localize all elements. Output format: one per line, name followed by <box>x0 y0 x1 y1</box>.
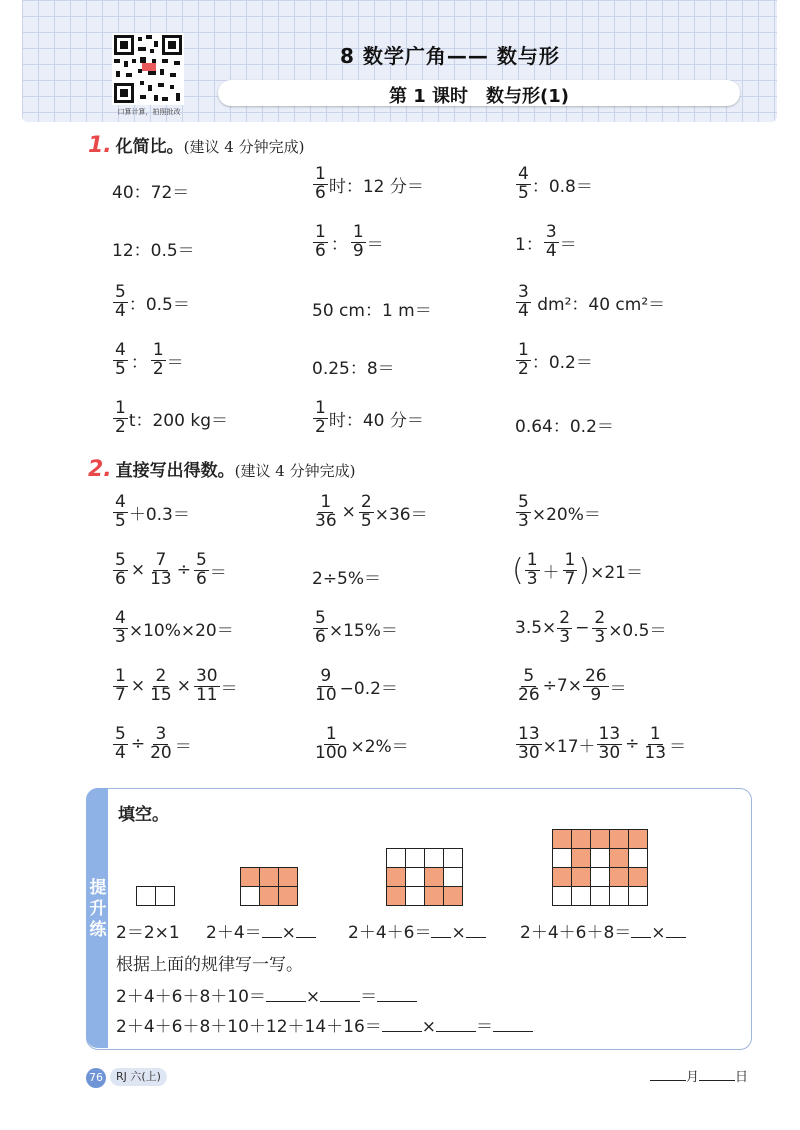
equation-1: 2＝2×1 <box>116 923 180 943</box>
fraction <box>113 610 128 647</box>
expression-text: t：200 kg＝ <box>128 410 228 431</box>
operator: × <box>281 923 296 943</box>
question-1-heading <box>88 132 304 158</box>
expression-text: ：0.5＝ <box>128 294 190 315</box>
question-number: 2. <box>88 457 112 482</box>
denominator: 5 <box>360 510 372 531</box>
grid-1x2 <box>136 886 175 906</box>
problem <box>312 296 432 321</box>
equation-text: 2＋4＋6＋8＝ <box>520 923 632 943</box>
denominator: 4 <box>545 240 557 261</box>
expression-text: 0.25：8＝ <box>312 359 395 379</box>
numerator: 1 <box>320 492 332 512</box>
fraction <box>351 224 366 261</box>
numerator: 1 <box>564 550 576 570</box>
operator: × <box>651 923 666 943</box>
numerator: 1 <box>315 164 326 184</box>
right-paren: ) <box>578 552 591 588</box>
answer-blank[interactable] <box>631 923 651 938</box>
numerator: 5 <box>523 666 535 686</box>
operator: ： <box>330 234 348 255</box>
denominator: 7 <box>564 568 576 589</box>
expression-text: −0.2＝ <box>339 678 398 699</box>
numerator: 4 <box>115 340 126 360</box>
operator: × <box>305 987 321 1007</box>
fraction <box>516 668 542 705</box>
problem <box>112 668 238 705</box>
operator: − <box>575 618 590 639</box>
question-2-heading <box>88 456 355 482</box>
fraction <box>113 668 128 705</box>
fraction <box>194 668 220 705</box>
fraction <box>194 552 209 589</box>
numerator: 1 <box>315 222 326 242</box>
numerator: 1 <box>649 724 661 744</box>
qr-caption: 口算计算，拍照批改 <box>117 108 181 116</box>
denominator: 2 <box>152 358 164 379</box>
fraction <box>113 726 128 763</box>
problem <box>312 668 398 705</box>
expression-text: ×17＋ <box>542 736 596 757</box>
fraction <box>642 726 668 763</box>
panel-tab-label <box>88 878 108 941</box>
denominator: 5 <box>115 358 126 379</box>
denominator: 6 <box>315 626 326 647</box>
equation-4 <box>520 918 686 943</box>
problem <box>112 610 234 647</box>
fraction <box>113 400 128 437</box>
answer-blank[interactable] <box>262 923 282 938</box>
problem <box>312 354 395 379</box>
fraction <box>592 610 607 647</box>
fraction <box>151 342 166 379</box>
problem <box>112 342 184 379</box>
denominator: 3 <box>526 568 538 589</box>
fraction <box>313 166 328 203</box>
numerator: 26 <box>584 666 607 686</box>
expression-text: 时：12 分＝ <box>328 176 424 197</box>
panel-instruction: 根据上面的规律写一写。 <box>116 955 303 975</box>
denominator: 3 <box>594 626 606 647</box>
denominator: 9 <box>590 684 602 705</box>
denominator: 7 <box>115 684 126 705</box>
numerator: 3 <box>545 222 557 242</box>
expression-text: ：0.2＝ <box>531 352 593 373</box>
numerator: 5 <box>315 608 326 628</box>
answer-blank[interactable] <box>266 987 306 1002</box>
denominator: 11 <box>195 684 218 705</box>
numerator: 1 <box>325 724 337 744</box>
denominator: 6 <box>315 182 326 203</box>
expression-text: ＝ <box>366 234 384 255</box>
fraction <box>557 610 572 647</box>
date-field <box>650 1066 748 1085</box>
problem <box>312 400 424 437</box>
numerator: 13 <box>518 724 540 744</box>
expression-text: ×20%＝ <box>531 504 601 525</box>
fraction <box>148 726 174 763</box>
problem <box>112 494 190 531</box>
denominator: 6 <box>115 568 126 589</box>
numerator: 1 <box>526 550 538 570</box>
denominator: 4 <box>115 742 126 763</box>
numerator: 3 <box>155 724 167 744</box>
expression-text: ×36＝ <box>374 504 428 525</box>
problem <box>312 166 424 203</box>
fraction <box>113 552 128 589</box>
denominator: 2 <box>115 416 126 437</box>
answer-blank[interactable] <box>466 923 486 938</box>
problem <box>112 236 195 261</box>
numerator: 4 <box>115 492 126 512</box>
problem <box>112 178 189 203</box>
day-blank[interactable] <box>699 1066 735 1081</box>
expression-text: ＝ <box>174 736 192 757</box>
denominator: 6 <box>195 568 207 589</box>
numerator: 2 <box>360 492 372 512</box>
denominator: 3 <box>518 510 529 531</box>
question-number: 1. <box>88 133 112 158</box>
numerator: 2 <box>155 666 167 686</box>
grade-label: RJ 六(上) <box>110 1068 167 1086</box>
fraction <box>313 400 328 437</box>
problem <box>312 224 384 261</box>
numerator: 5 <box>115 724 126 744</box>
denominator: 6 <box>315 240 326 261</box>
expression-text: ＝ <box>166 352 184 373</box>
numerator: 5 <box>518 492 529 512</box>
denominator: 4 <box>115 300 126 321</box>
problem <box>312 564 381 589</box>
operator: ÷ <box>130 734 146 755</box>
numerator: 5 <box>115 282 126 302</box>
answer-blank[interactable] <box>493 1017 533 1032</box>
operator: ＝ <box>360 987 378 1007</box>
fraction <box>148 552 174 589</box>
pattern-line-1 <box>116 982 417 1007</box>
numerator: 1 <box>115 666 126 686</box>
denominator: 3 <box>559 626 571 647</box>
denominator: 2 <box>518 358 529 379</box>
problem <box>112 726 192 763</box>
lesson-title: 第 1 课时 数与形(1) <box>388 86 570 107</box>
operator: ： <box>130 352 148 373</box>
operator: ＋ <box>542 562 560 583</box>
month-blank[interactable] <box>650 1066 686 1081</box>
fraction <box>563 552 578 589</box>
numerator: 1 <box>315 398 326 418</box>
expression-text: ×10%×20＝ <box>128 620 234 641</box>
expression-text: 1： <box>515 234 543 255</box>
numerator: 1 <box>352 222 364 242</box>
panel-tab-text: 提升练 <box>89 878 107 940</box>
equation-text: 2＋4＋6＝ <box>348 923 432 943</box>
fraction <box>516 726 542 763</box>
fraction <box>359 494 374 531</box>
numerator: 2 <box>594 608 606 628</box>
denominator: 10 <box>315 684 337 705</box>
denominator: 3 <box>115 626 126 647</box>
equation-2 <box>206 918 316 943</box>
equation-text: 2＋4＋6＋8＋10＝ <box>116 987 266 1007</box>
expression-text: ÷7× <box>542 676 582 697</box>
denominator: 4 <box>518 300 529 321</box>
problem <box>112 552 227 589</box>
denominator: 13 <box>644 742 667 763</box>
expression-text: 2÷5%＝ <box>312 569 382 589</box>
answer-blank[interactable] <box>320 987 360 1002</box>
operator: × <box>341 502 356 523</box>
denominator: 13 <box>150 568 172 589</box>
numerator: 1 <box>518 340 529 360</box>
numerator: 2 <box>559 608 571 628</box>
expression-text: 50 cm：1 m＝ <box>312 301 432 321</box>
operator: × <box>421 1017 437 1037</box>
operator: × <box>176 676 191 697</box>
numerator: 4 <box>518 164 529 184</box>
denominator: 30 <box>518 742 540 763</box>
fraction <box>313 668 339 705</box>
answer-blank[interactable] <box>382 1017 422 1032</box>
grid-3x4 <box>386 848 463 906</box>
problem <box>515 726 686 763</box>
month-label: 月 <box>686 1070 700 1085</box>
problem <box>515 224 577 261</box>
numerator: 4 <box>115 608 126 628</box>
numerator: 13 <box>598 724 621 744</box>
denominator: 15 <box>150 684 172 705</box>
grid-4x5 <box>552 829 648 906</box>
numerator: 5 <box>195 550 207 570</box>
problem <box>515 610 666 647</box>
denominator: 100 <box>315 742 348 763</box>
expression-text: 40：72＝ <box>112 183 190 203</box>
answer-blank[interactable] <box>377 987 417 1002</box>
question-title: 直接写出得数。 <box>115 461 235 481</box>
expression-text: ×15%＝ <box>328 620 398 641</box>
question-hint: (建议 4 分钟完成) <box>234 462 356 480</box>
fraction <box>313 224 328 261</box>
fraction <box>516 284 531 321</box>
qr-code[interactable] <box>112 33 184 105</box>
lesson-bar <box>218 80 740 106</box>
answer-blank[interactable] <box>431 923 451 938</box>
operator: × <box>451 923 466 943</box>
fraction <box>313 610 328 647</box>
expression-text: dm²：40 cm²＝ <box>537 294 666 315</box>
question-title: 化简比。 <box>115 137 184 157</box>
answer-blank[interactable] <box>436 1017 476 1032</box>
fraction <box>544 224 559 261</box>
numerator: 1 <box>115 398 126 418</box>
denominator: 20 <box>150 742 172 763</box>
operator: ＝ <box>476 1017 494 1037</box>
problem <box>112 284 190 321</box>
grid-2x3 <box>240 867 298 906</box>
problem <box>515 284 665 321</box>
fraction <box>516 342 531 379</box>
equation-text: 2＋4＝ <box>206 923 262 943</box>
problem <box>312 494 428 531</box>
fraction <box>313 494 339 531</box>
equation-text: 2＋4＋6＋8＋10＋12＋14＋16＝ <box>116 1017 382 1037</box>
problem <box>515 412 614 437</box>
denominator: 2 <box>315 416 326 437</box>
fraction <box>516 494 531 531</box>
expression-text: 12：0.5＝ <box>112 241 195 261</box>
fraction <box>113 284 128 321</box>
denominator: 26 <box>518 684 540 705</box>
equation-3 <box>348 918 486 943</box>
numerator: 7 <box>155 550 167 570</box>
page-number: 76 <box>86 1068 106 1088</box>
numerator: 5 <box>115 550 126 570</box>
denominator: 5 <box>115 510 126 531</box>
expression-text: ＝ <box>220 678 238 699</box>
fraction <box>516 166 531 203</box>
operator: × <box>130 676 146 697</box>
answer-blank[interactable] <box>666 923 686 938</box>
expression-text: ×21＝ <box>590 562 643 583</box>
answer-blank[interactable] <box>296 923 316 938</box>
question-hint: (建议 4 分钟完成) <box>183 138 305 156</box>
denominator: 36 <box>315 510 337 531</box>
problem <box>515 342 593 379</box>
fraction <box>525 552 540 589</box>
problem <box>312 610 398 647</box>
expression-text: 0.64：0.2＝ <box>515 417 614 437</box>
fraction <box>113 494 128 531</box>
problem <box>515 668 627 705</box>
pattern-line-2 <box>116 1012 533 1037</box>
problem <box>515 166 593 203</box>
numerator: 30 <box>195 666 218 686</box>
operator: ÷ <box>176 560 191 581</box>
problem <box>312 726 409 763</box>
expression-text: ：0.8＝ <box>531 176 593 197</box>
problem <box>512 552 643 589</box>
expression-text: ＝ <box>609 678 627 699</box>
numerator: 3 <box>518 282 529 302</box>
numerator: 1 <box>152 340 164 360</box>
denominator: 9 <box>352 240 364 261</box>
expression-text: ＝ <box>559 234 577 255</box>
expression-text: 时：40 分＝ <box>328 410 424 431</box>
expression-text: 3.5× <box>515 618 557 639</box>
operator: ÷ <box>625 734 640 755</box>
expression-text: ×2%＝ <box>350 736 409 757</box>
expression-text: ＋0.3＝ <box>128 504 190 525</box>
chapter-title: 8 数学广角—— 数与形 <box>340 44 560 68</box>
fraction <box>148 668 174 705</box>
expression-text: ×0.5＝ <box>608 620 667 641</box>
fraction <box>313 726 349 763</box>
left-paren: ( <box>512 552 524 588</box>
denominator: 5 <box>518 182 529 203</box>
expression-text: ＝ <box>669 736 687 757</box>
denominator: 30 <box>598 742 621 763</box>
panel-title: 填空。 <box>118 805 169 825</box>
fraction <box>583 668 609 705</box>
fraction <box>113 342 128 379</box>
problem <box>112 400 228 437</box>
problem <box>515 494 601 531</box>
fraction <box>597 726 623 763</box>
day-label: 日 <box>735 1070 749 1085</box>
operator: × <box>130 560 146 581</box>
numerator: 9 <box>320 666 332 686</box>
expression-text: ＝ <box>209 562 227 583</box>
